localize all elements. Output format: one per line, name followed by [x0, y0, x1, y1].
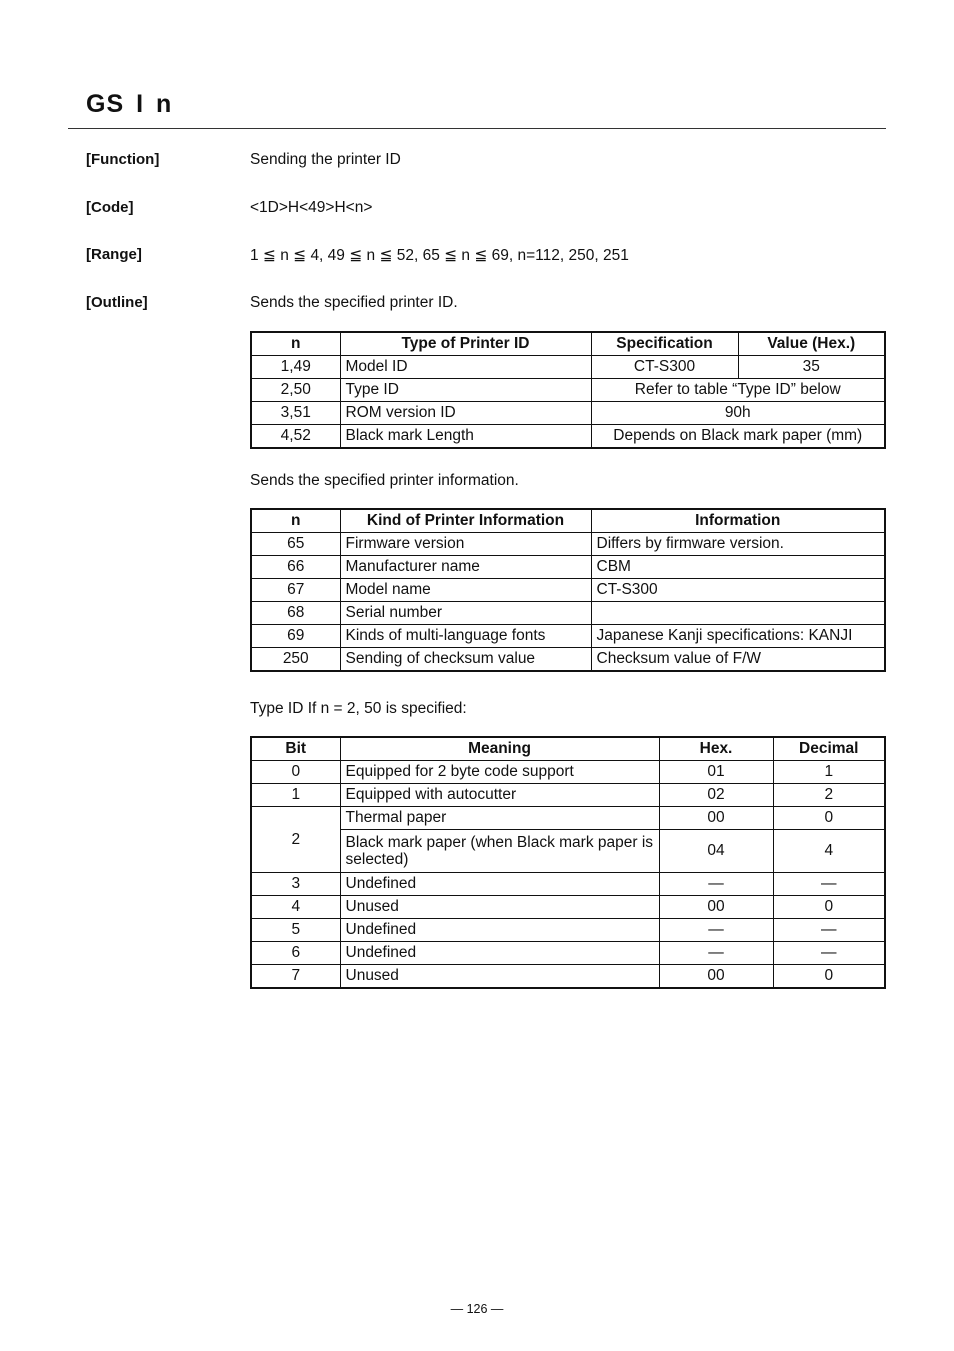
table-cell: 2,50 — [251, 379, 340, 402]
table-row — [251, 807, 885, 830]
header-cell: n — [251, 332, 340, 356]
function-label: [Function] — [86, 151, 160, 168]
table-cell: — — [659, 942, 773, 965]
header-cell: n — [251, 509, 340, 533]
page-number: — 126 — — [450, 1302, 504, 1316]
table-cell — [591, 602, 885, 625]
table-cell: Model name — [340, 579, 591, 602]
table-cell: Serial number — [340, 602, 591, 625]
table-cell: 7 — [251, 965, 340, 989]
table-cell: 4 — [773, 830, 885, 873]
header-cell: Decimal — [773, 737, 885, 761]
table-row — [251, 625, 885, 648]
header-cell: Information — [591, 509, 885, 533]
table-row — [251, 648, 885, 672]
table-cell: Undefined — [340, 919, 659, 942]
table-cell: — — [773, 919, 885, 942]
type-id-table — [250, 736, 886, 989]
table-cell: Kinds of multi-language fonts — [340, 625, 591, 648]
header-cell: Bit — [251, 737, 340, 761]
table-cell: Equipped for 2 byte code support — [340, 761, 659, 784]
table-cell: Unused — [340, 965, 659, 989]
table-cell: — — [773, 873, 885, 896]
outline-label: [Outline] — [86, 294, 148, 311]
table-row — [251, 942, 885, 965]
table-cell: 1 — [251, 784, 340, 807]
table-row — [251, 402, 885, 425]
table-row — [251, 873, 885, 896]
table-cell: ROM version ID — [340, 402, 591, 425]
table-cell: Equipped with autocutter — [340, 784, 659, 807]
table-row — [251, 425, 885, 449]
code-value: <1D>H<49>H<n> — [250, 199, 373, 216]
table-cell: Black mark paper (when Black mark paper is selected) — [340, 830, 659, 873]
table-cell: CT-S300 — [591, 579, 885, 602]
table-cell: 00 — [659, 896, 773, 919]
table-cell: — — [659, 873, 773, 896]
table-row — [251, 761, 885, 784]
table-cell: Unused — [340, 896, 659, 919]
table-cell: 02 — [659, 784, 773, 807]
table-cell: 0 — [773, 896, 885, 919]
table-cell: Firmware version — [340, 533, 591, 556]
table-cell: 00 — [659, 807, 773, 830]
table-cell: 65 — [251, 533, 340, 556]
header-cell: Meaning — [340, 737, 659, 761]
title-divider — [68, 128, 886, 129]
table-cell: 4,52 — [251, 425, 340, 449]
table-row — [251, 556, 885, 579]
table-row — [251, 830, 885, 873]
table-cell: 2 — [251, 807, 340, 873]
table-cell: Depends on Black mark paper (mm) — [591, 425, 885, 449]
table-cell: CBM — [591, 556, 885, 579]
table-cell: 69 — [251, 625, 340, 648]
table-cell: 67 — [251, 579, 340, 602]
page-title: GS I n — [86, 90, 173, 118]
printer-id-table — [250, 331, 886, 449]
table-cell: Model ID — [340, 356, 591, 379]
printer-info-table — [250, 508, 886, 672]
table-cell: 1,49 — [251, 356, 340, 379]
table-cell: 04 — [659, 830, 773, 873]
table-cell: Undefined — [340, 942, 659, 965]
table-cell: Sending of checksum value — [340, 648, 591, 672]
table-row — [251, 784, 885, 807]
table-cell: Undefined — [340, 873, 659, 896]
table-header-row — [251, 737, 885, 761]
table-cell: 6 — [251, 942, 340, 965]
table-cell: 66 — [251, 556, 340, 579]
table-cell: 250 — [251, 648, 340, 672]
table-row — [251, 579, 885, 602]
header-cell: Kind of Printer Information — [340, 509, 591, 533]
table-cell: Black mark Length — [340, 425, 591, 449]
table-row — [251, 533, 885, 556]
table-cell: CT-S300 — [591, 356, 738, 379]
table-cell: Differs by firmware version. — [591, 533, 885, 556]
table-row — [251, 356, 885, 379]
table-cell: 5 — [251, 919, 340, 942]
table-cell: 0 — [773, 807, 885, 830]
range-value: 1 ≦ n ≦ 4, 49 ≦ n ≦ 52, 65 ≦ n ≦ 69, n=112, 250, 251 — [250, 247, 629, 264]
table-row — [251, 379, 885, 402]
table-cell: Refer to table “Type ID” below — [591, 379, 885, 402]
range-label: [Range] — [86, 246, 142, 263]
table-cell: Manufacturer name — [340, 556, 591, 579]
table-row — [251, 602, 885, 625]
table-row — [251, 919, 885, 942]
header-cell: Hex. — [659, 737, 773, 761]
table-header-row — [251, 509, 885, 533]
table-cell: Japanese Kanji specifications: KANJI — [591, 625, 885, 648]
info-intro-text: Sends the specified printer information. — [250, 472, 519, 489]
table-cell: 0 — [251, 761, 340, 784]
table-cell: 90h — [591, 402, 885, 425]
table-cell: Checksum value of F/W — [591, 648, 885, 672]
table-row — [251, 965, 885, 989]
table-cell: 4 — [251, 896, 340, 919]
table-cell: 0 — [773, 965, 885, 989]
typeid-intro-text: Type ID If n = 2, 50 is specified: — [250, 700, 467, 717]
table-cell: — — [659, 919, 773, 942]
header-cell: Specification — [591, 332, 738, 356]
table-cell: 00 — [659, 965, 773, 989]
table-cell: 3,51 — [251, 402, 340, 425]
function-value: Sending the printer ID — [250, 151, 401, 168]
table-cell: 01 — [659, 761, 773, 784]
code-label: [Code] — [86, 199, 134, 216]
header-cell: Type of Printer ID — [340, 332, 591, 356]
table-cell: — — [773, 942, 885, 965]
table-cell: 3 — [251, 873, 340, 896]
table-cell: 2 — [773, 784, 885, 807]
table-row — [251, 896, 885, 919]
table-cell: 35 — [738, 356, 885, 379]
table-cell: Type ID — [340, 379, 591, 402]
table-cell: Thermal paper — [340, 807, 659, 830]
outline-value: Sends the specified printer ID. — [250, 294, 458, 311]
header-cell: Value (Hex.) — [738, 332, 885, 356]
table-cell: 1 — [773, 761, 885, 784]
table-cell: 68 — [251, 602, 340, 625]
table-header-row — [251, 332, 885, 356]
